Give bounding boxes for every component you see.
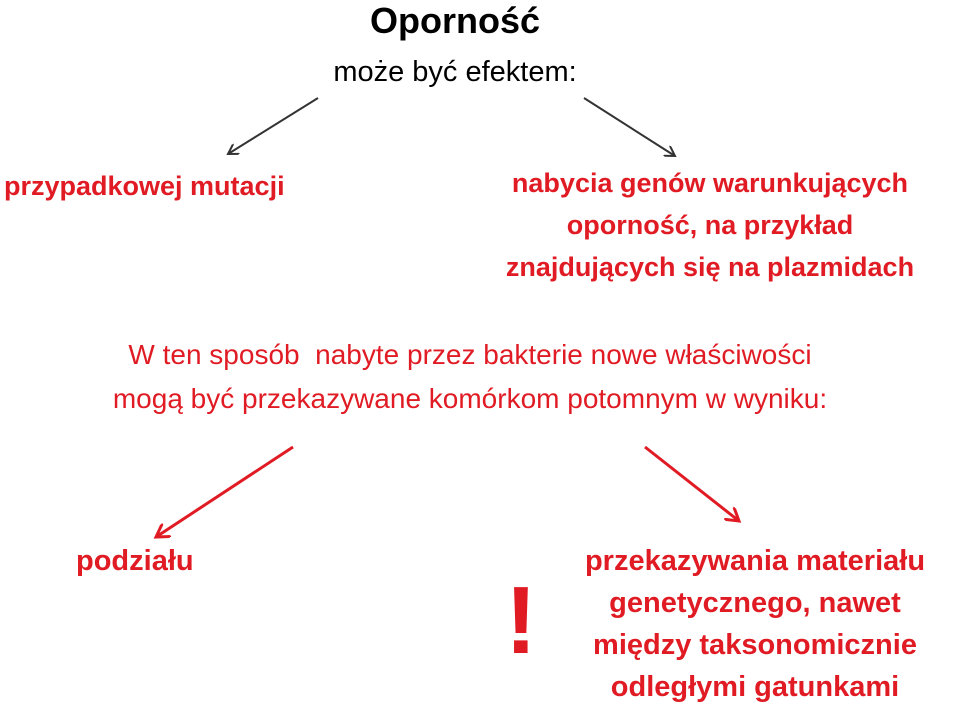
- page-title: Oporność: [369, 0, 540, 41]
- arrow-bottom-left: [156, 447, 293, 537]
- bottom-right-line: przekazywania materiału: [584, 545, 926, 577]
- page-subtitle: może być efektem:: [333, 56, 577, 88]
- middle-line: W ten sposób nabyte przez bakterie nowe właściwości: [128, 339, 812, 370]
- branch-right-line: nabycia genów warunkujących: [511, 168, 909, 198]
- bottom-right-line: odległymi gatunkami: [610, 671, 900, 703]
- exclamation-mark: !: [505, 567, 537, 674]
- branch-right-line: oporność, na przykład: [566, 210, 854, 240]
- arrow-bottom-right: [645, 447, 739, 521]
- bottom-right-label: [555, 540, 955, 708]
- branch-right-line: znajdujących się na plazmidach: [505, 252, 915, 282]
- bottom-left-label: podziału: [76, 545, 194, 577]
- bottom-right-line: między taksonomicznie: [593, 629, 917, 661]
- middle-statement: [0, 333, 940, 421]
- arrow-top-left: [228, 98, 318, 154]
- arrow-top-right: [584, 98, 675, 156]
- branch-right-label: [470, 162, 950, 288]
- branch-left-label: przypadkowej mutacji: [4, 171, 285, 201]
- bottom-right-line: genetycznego, nawet: [609, 587, 901, 619]
- middle-line: mogą być przekazywane komórkom potomnym w wyniku:: [112, 383, 828, 414]
